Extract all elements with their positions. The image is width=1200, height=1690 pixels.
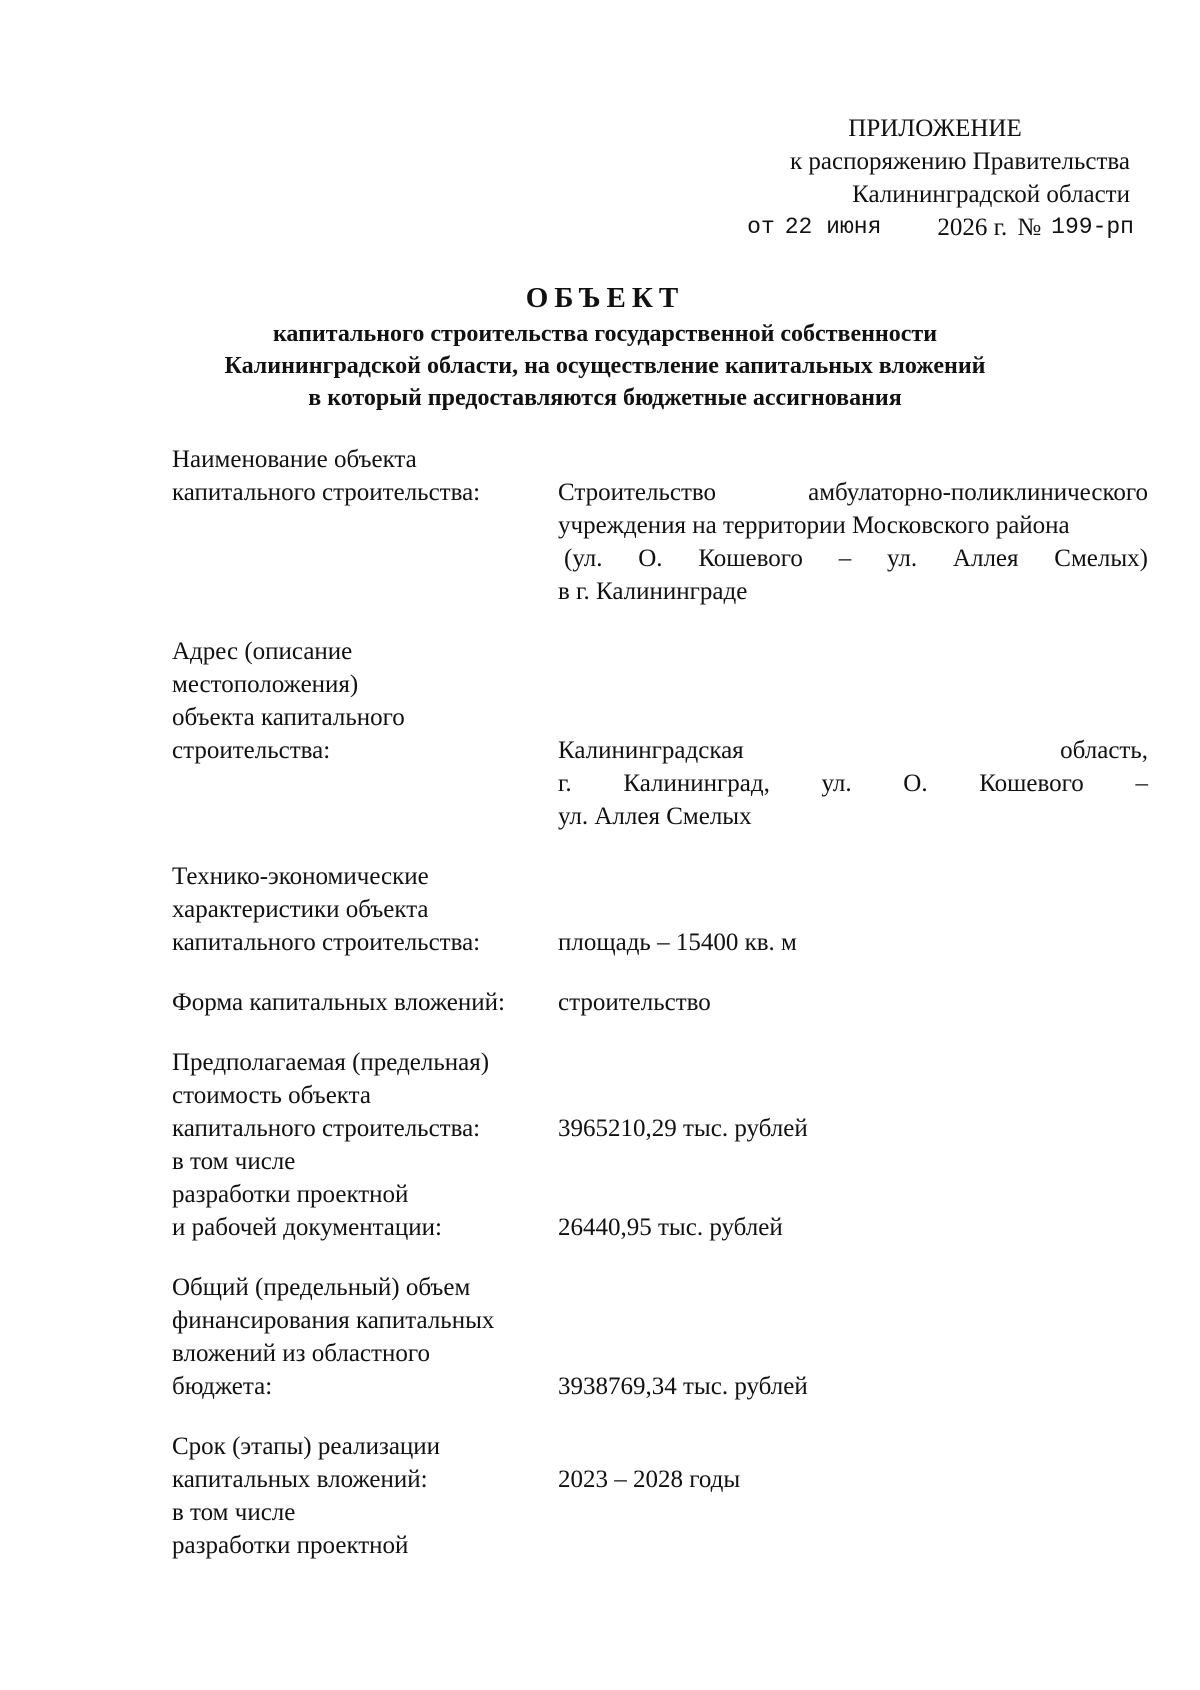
field-address-label-line: Адрес (описание: [172, 638, 353, 665]
field-cost-label-line: капитального строительства:: [172, 1115, 481, 1142]
field-term-sub-label-line: в том числе: [172, 1499, 296, 1526]
field-tech-label: [172, 860, 558, 959]
field-term-label-line: Срок (этапы) реализации: [172, 1433, 441, 1460]
address-word: ул.: [821, 770, 852, 797]
field-financing-label-line: финансирования капитальных: [172, 1307, 495, 1334]
heading-line-1: капитального строительства государственной собственности: [272, 321, 938, 347]
appendix-number: 199-рп: [1051, 214, 1134, 240]
field-cost-sub-label-line: в том числе: [172, 1148, 296, 1175]
field-address-value-line: [558, 734, 1148, 767]
field-name-value-line: в г. Калининграде: [558, 578, 748, 605]
heading-line-3: в который предоставляются бюджетные ассигнования: [308, 385, 902, 411]
fields-list: [172, 443, 1162, 1562]
field-tech-value: площадь – 15400 кв. м: [558, 929, 797, 956]
field-address-label-line: местоположения): [172, 671, 359, 698]
field-form-label-line: Форма капитальных вложений:: [172, 989, 505, 1016]
field-term-sub-label: [172, 1496, 558, 1562]
field-cost-sub-label-line: разработки проектной: [172, 1181, 409, 1208]
field-cost-sub-label-line: и рабочей документации:: [172, 1214, 442, 1241]
field-name-value-line: Строительство амбулаторно-поликлинического: [558, 479, 1148, 506]
field-tech-label-line: Технико-экономические: [172, 863, 429, 890]
field-term-sub-label-line: разработки проектной: [172, 1532, 409, 1559]
appendix-date: 22 июня: [784, 214, 882, 240]
field-name-value-line: учреждения на территории Московского района: [558, 512, 1070, 539]
field-name-label-line: Наименование объекта: [172, 446, 417, 473]
field-address-label: [172, 635, 558, 833]
address-region: Калининградская: [558, 737, 744, 764]
field-term: [172, 1430, 1162, 1496]
field-form: [172, 986, 1162, 1019]
field-name: [172, 443, 1162, 608]
field-address-value: [558, 635, 1148, 833]
field-tech: [172, 860, 1162, 959]
field-name-value-line: (ул. О. Кошевого – ул. Аллея Смелых): [564, 545, 1148, 572]
appendix-title: ПРИЛОЖЕНИЕ: [848, 115, 1022, 142]
field-name-label-line: капитального строительства:: [172, 479, 481, 506]
field-cost-sub: [172, 1145, 1162, 1244]
field-financing: [172, 1271, 1162, 1403]
address-word: г.: [558, 770, 572, 797]
field-address-label-line: объекта капитального: [172, 704, 405, 731]
address-region-suffix: область,: [1060, 737, 1148, 764]
field-form-value: строительство: [558, 989, 711, 1016]
field-cost-label-line: Предполагаемая (предельная): [172, 1049, 490, 1076]
field-tech-label-line: характеристики объекта: [172, 896, 429, 923]
field-financing-label-line: бюджета:: [172, 1373, 273, 1400]
field-term-label-line: капитальных вложений:: [172, 1466, 428, 1493]
heading-word: ОБЪЕКТ: [525, 282, 685, 314]
field-name-value: [558, 443, 1148, 608]
field-financing-label-line: Общий (предельный) объем: [172, 1274, 471, 1301]
appendix-date-line: [700, 211, 1140, 244]
field-term-sub: [172, 1496, 1162, 1562]
field-cost-label: [172, 1046, 558, 1145]
field-cost-label-line: стоимость объекта: [172, 1082, 371, 1109]
appendix-line-3: Калининградской области: [852, 181, 1130, 208]
field-tech-label-line: капитального строительства:: [172, 929, 481, 956]
field-financing-label-line: вложений из областного: [172, 1340, 430, 1367]
address-word: О.: [903, 770, 928, 797]
field-name-label: [172, 443, 558, 608]
field-term-label: [172, 1430, 558, 1496]
appendix-year: 2026 г.: [937, 214, 1008, 241]
heading-line-2: Калининградской области, на осуществление капитальных вложений: [224, 353, 986, 379]
field-financing-value: 3938769,34 тыс. рублей: [558, 1373, 808, 1400]
appendix-block: [700, 112, 1140, 244]
document-heading: [150, 278, 1060, 414]
appendix-prefix: от: [747, 214, 775, 240]
address-word: Калининград,: [623, 770, 770, 797]
address-word: Кошевого: [979, 770, 1084, 797]
field-cost: [172, 1046, 1162, 1145]
field-address-value-line: [558, 767, 1148, 800]
field-address-label-line: строительства:: [172, 737, 331, 764]
field-term-value: 2023 – 2028 годы: [558, 1466, 741, 1493]
appendix-number-sign: №: [1017, 214, 1042, 241]
field-cost-sub-value: 26440,95 тыс. рублей: [558, 1214, 783, 1241]
field-cost-sub-label: [172, 1145, 558, 1244]
field-address: [172, 635, 1162, 833]
address-word: –: [1135, 770, 1148, 797]
field-address-value-line: ул. Аллея Смелых: [558, 803, 752, 830]
field-financing-label: [172, 1271, 558, 1403]
field-form-label: [172, 986, 558, 1019]
appendix-line-2: к распоряжению Правительства: [789, 148, 1130, 175]
field-cost-value: 3965210,29 тыс. рублей: [558, 1115, 808, 1142]
